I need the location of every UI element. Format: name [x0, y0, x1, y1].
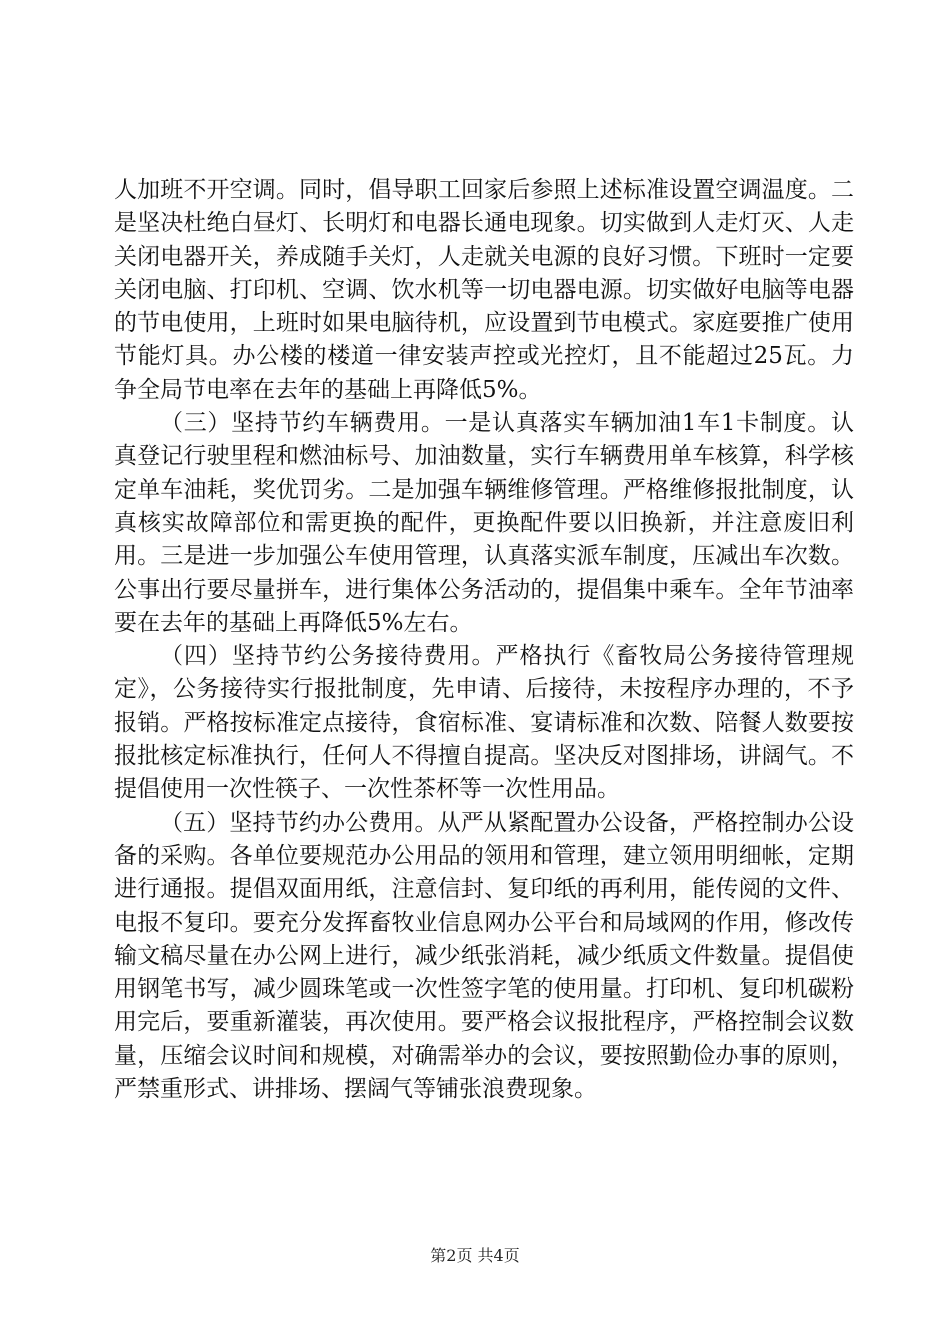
- page-number-footer: 第2页 共4页: [430, 1246, 520, 1265]
- paragraph-vehicle-costs: （三）坚持节约车辆费用。一是认真落实车辆加油1车1卡制度。认真登记行驶里程和燃油标号、加油数量，实行车辆费用单车核算，科学核定单车油耗，奖优罚劣。二是加强车辆维修管理。严格维修报批制度，认真核实故障部位和需更换的配件，更换配件要以旧换新，并注意废旧利用。三是进一步加强公车使用管理，认真落实派车制度，压减出车次数。公事出行要尽量拼车，进行集体公务活动的，提倡集中乘车。全年节油率要在去年的基础上再降低5%左右。: [114, 410, 854, 636]
- paragraph-energy-saving: 人加班不开空调。同时，倡导职工回家后参照上述标准设置空调温度。二是坚决杜绝白昼灯、长明灯和电器长通电现象。切实做到人走灯灭、人走关闭电器开关，养成随手关灯，人走就关电源的良好习惯。下班时一定要关闭电脑、打印机、空调、饮水机等一切电器电源。切实做好电脑等电器的节电使用，上班时如果电脑待机，应设置到节电模式。家庭要推广使用节能灯具。办公楼的楼道一律安装声控或光控灯，且不能超过25瓦。力争全局节电率在去年的基础上再降低5%。: [114, 177, 854, 403]
- paragraph-reception-costs: （四）坚持节约公务接待费用。严格执行《畜牧局公务接待管理规定》，公务接待实行报批制度，先申请、后接待，未按程序办理的，不予报销。严格按标准定点接待，食宿标准、宴请标准和次数、陪餐人数要按报批核定标准执行，任何人不得擅自提高。坚决反对图排场，讲阔气。不提倡使用一次性筷子、一次性茶杯等一次性用品。: [114, 643, 854, 803]
- paragraph-office-costs: （五）坚持节约办公费用。从严从紧配置办公设备，严格控制办公设备的采购。各单位要规范办公用品的领用和管理，建立领用明细帐，定期进行通报。提倡双面用纸，注意信封、复印纸的再利用，能传阅的文件、电报不复印。要充分发挥畜牧业信息网办公平台和局域网的作用，修改传输文稿尽量在办公网上进行，减少纸张消耗，减少纸质文件数量。提倡使用钢笔书写，减少圆珠笔或一次性签字笔的使用量。打印机、复印机碳粉用完后，要重新灌装，再次使用。要严格会议报批程序，严格控制会议数量，压缩会议时间和规模，对确需举办的会议，要按照勤俭办事的原则，严禁重形式、讲排场、摆阔气等铺张浪费现象。: [114, 809, 854, 1103]
- document-body: [114, 174, 854, 1106]
